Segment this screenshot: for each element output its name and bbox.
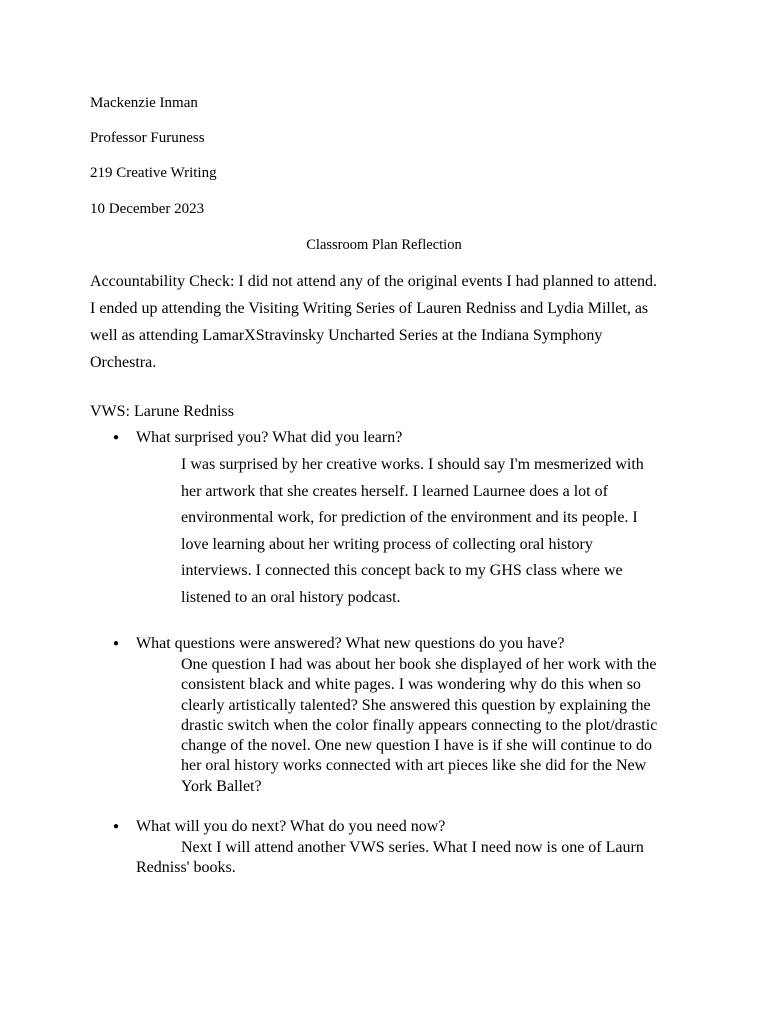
answer-1: [181, 452, 644, 612]
section-heading: VWS: Larune Redniss: [90, 403, 234, 420]
answer-3-line-2: Redniss' books.: [136, 859, 236, 876]
answer-line: consistent black and white pages. I was wondering why do this when so: [181, 676, 641, 694]
accountability-line: Orchestra.: [90, 354, 157, 371]
question-3: What will you do next? What do you need now?: [136, 818, 446, 835]
answer-line: her artwork that she creates herself. I learned Laurnee does a lot of: [181, 482, 608, 500]
accountability-line: Accountability Check: I did not attend any of the original events I had planned to attend.: [90, 273, 657, 290]
question-1: What surprised you? What did you learn?: [136, 429, 403, 446]
question-2: What questions were answered? What new questions do you have?: [136, 635, 565, 652]
answer-3-line-1: Next I will attend another VWS series. What I need now is one of Laurn: [181, 839, 644, 856]
answer-line: drastic switch when the color finally appears connecting to the plot/drastic: [181, 716, 658, 734]
bullet-icon: ●: [113, 432, 120, 443]
answer-line: One question I had was about her book she displayed of her work with the: [181, 656, 657, 673]
answer-line: environmental work, for prediction of the environment and its people. I: [181, 509, 638, 527]
answer-2: [181, 655, 657, 797]
professor-name: Professor Furuness: [90, 130, 205, 146]
answer-line: love learning about her writing process of collecting oral history: [181, 535, 593, 553]
answer-line: her oral history works connected with art pieces like she did for the New: [181, 757, 647, 775]
document-date: 10 December 2023: [90, 201, 205, 217]
document-title: Classroom Plan Reflection: [306, 237, 462, 253]
accountability-paragraph: [90, 268, 700, 376]
answer-line: York Ballet?: [181, 777, 262, 795]
bullet-icon: ●: [113, 638, 120, 649]
answer-line: change of the novel. One new question I have is if she will continue to do: [181, 737, 652, 755]
answer-line: interviews. I connected this concept back to my GHS class where we: [181, 562, 623, 580]
bullet-icon: ●: [113, 821, 120, 832]
accountability-line: I ended up attending the Visiting Writing Series of Lauren Redniss and Lydia Millet, as: [90, 300, 649, 317]
student-name: Mackenzie Inman: [90, 95, 198, 111]
accountability-line: well as attending LamarXStravinsky Uncharted Series at the Indiana Symphony: [90, 327, 603, 344]
answer-line: I was surprised by her creative works. I should say I'm mesmerized with: [181, 456, 644, 473]
answer-line: clearly artistically talented? She answered this question by explaining the: [181, 696, 651, 714]
course-name: 219 Creative Writing: [90, 165, 217, 181]
answer-line: listened to an oral history podcast.: [181, 588, 401, 606]
